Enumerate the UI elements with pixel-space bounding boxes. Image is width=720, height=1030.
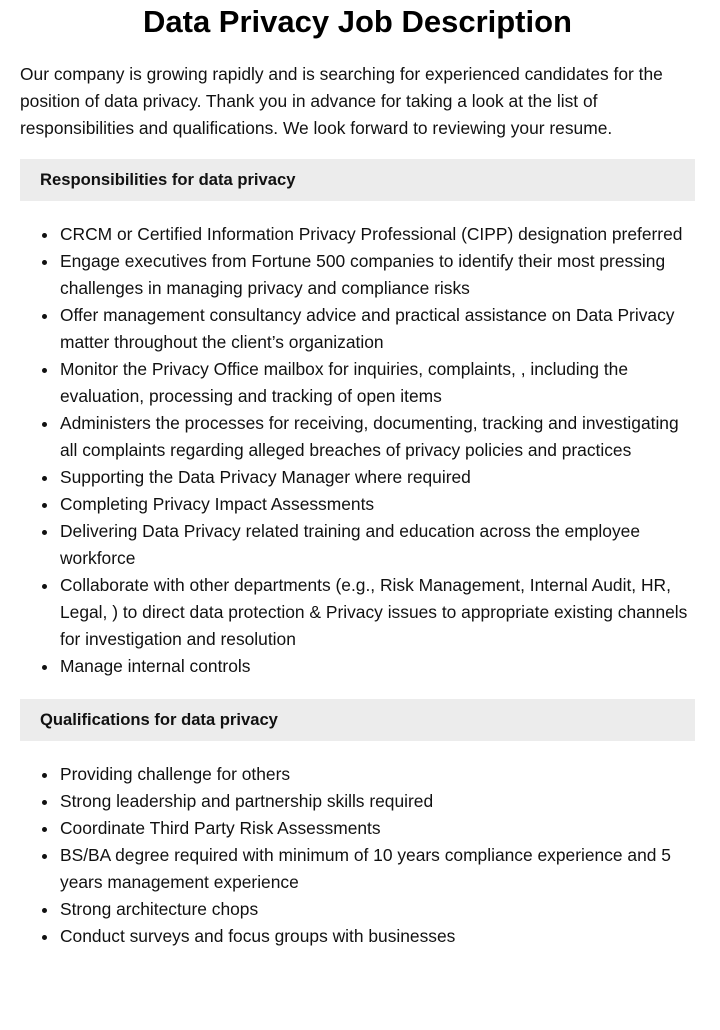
bullet-icon bbox=[42, 314, 47, 319]
bullet-icon bbox=[42, 233, 47, 238]
bullet-icon bbox=[42, 800, 47, 805]
list-item: Offer management consultancy advice and practical assistance on Data Privacy matter throughout the client’s organization bbox=[60, 302, 695, 356]
list-item: Collaborate with other departments (e.g., Risk Management, Internal Audit, HR, Legal, ) to direct data protection & Privacy issues to appropriate existing channels for investigation and resolution bbox=[60, 572, 695, 653]
bullet-icon bbox=[42, 773, 47, 778]
qualifications-heading: Qualifications for data privacy bbox=[20, 699, 695, 741]
bullet-icon bbox=[42, 422, 47, 427]
bullet-icon bbox=[42, 368, 47, 373]
list-item: Strong leadership and partnership skills required bbox=[60, 788, 695, 815]
bullet-icon bbox=[42, 584, 47, 589]
list-item: Manage internal controls bbox=[60, 653, 695, 680]
responsibilities-heading: Responsibilities for data privacy bbox=[20, 159, 695, 201]
qualifications-list bbox=[20, 761, 695, 950]
list-item: Supporting the Data Privacy Manager where required bbox=[60, 464, 695, 491]
bullet-icon bbox=[42, 827, 47, 832]
bullet-icon bbox=[42, 935, 47, 940]
bullet-icon bbox=[42, 854, 47, 859]
list-item: Monitor the Privacy Office mailbox for inquiries, complaints, , including the evaluation, processing and tracking of open items bbox=[60, 356, 695, 410]
list-item: Administers the processes for receiving, documenting, tracking and investigating all complaints regarding alleged breaches of privacy policies and practices bbox=[60, 410, 695, 464]
list-item: Conduct surveys and focus groups with businesses bbox=[60, 923, 695, 950]
list-item: Providing challenge for others bbox=[60, 761, 695, 788]
responsibilities-list bbox=[20, 221, 695, 680]
list-item: Strong architecture chops bbox=[60, 896, 695, 923]
list-item: Completing Privacy Impact Assessments bbox=[60, 491, 695, 518]
list-item: Coordinate Third Party Risk Assessments bbox=[60, 815, 695, 842]
bullet-icon bbox=[42, 665, 47, 670]
list-item: CRCM or Certified Information Privacy Professional (CIPP) designation preferred bbox=[60, 221, 695, 248]
bullet-icon bbox=[42, 530, 47, 535]
bullet-icon bbox=[42, 476, 47, 481]
list-item: Engage executives from Fortune 500 companies to identify their most pressing challenges in managing privacy and compliance risks bbox=[60, 248, 695, 302]
bullet-icon bbox=[42, 260, 47, 265]
intro-paragraph: Our company is growing rapidly and is searching for experienced candidates for the position of data privacy. Thank you in advance for taking a look at the list of responsibilities and qualifications. We look forward to reviewing your resume. bbox=[20, 64, 663, 138]
list-item: Delivering Data Privacy related training and education across the employee workforce bbox=[60, 518, 695, 572]
page-title: Data Privacy Job Description bbox=[143, 4, 572, 39]
list-item: BS/BA degree required with minimum of 10 years compliance experience and 5 years management experience bbox=[60, 842, 695, 896]
bullet-icon bbox=[42, 503, 47, 508]
bullet-icon bbox=[42, 908, 47, 913]
